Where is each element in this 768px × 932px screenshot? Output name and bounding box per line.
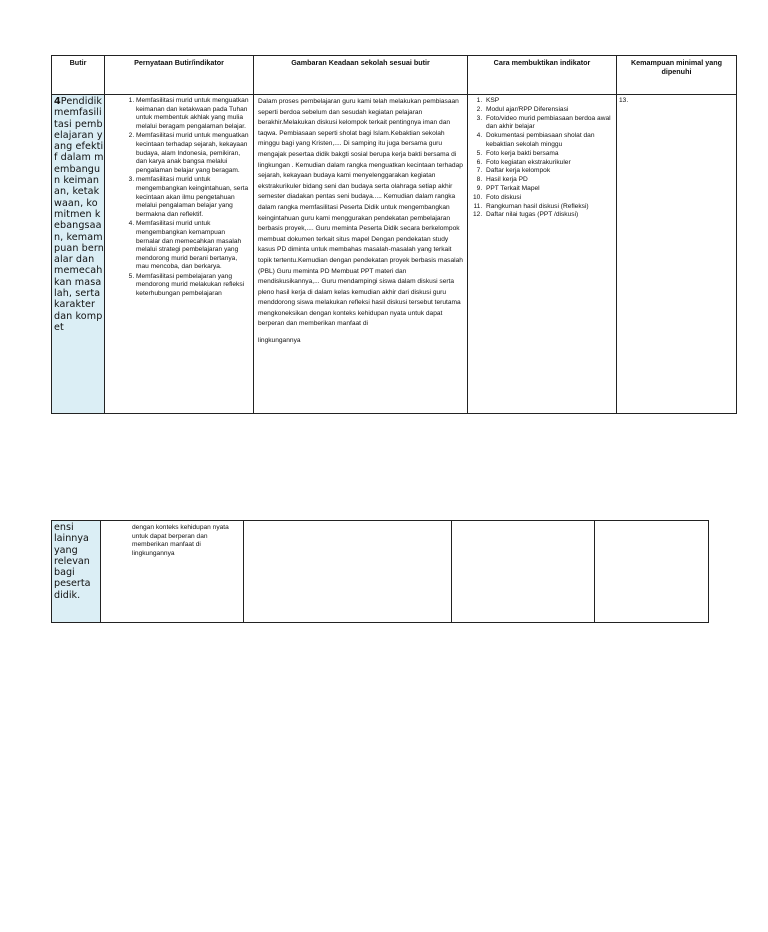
list-item: 8. Hasil kerja PD bbox=[484, 176, 612, 185]
proof-list bbox=[468, 97, 612, 220]
header-gambaran: Gambaran Keadaan sekolah sesuai butir bbox=[254, 56, 468, 95]
proof-cell-empty bbox=[452, 521, 595, 623]
butir-cell bbox=[52, 95, 105, 414]
header-cara: Cara membuktikan indikator bbox=[468, 56, 617, 95]
list-item: 5. Foto kerja bakti bersama bbox=[484, 150, 612, 159]
list-item: 7. Daftar kerja kelompok bbox=[484, 167, 612, 176]
assessment-table-page-2 bbox=[51, 520, 709, 623]
list-item: 4. Dokumentasi pembiasaan sholat dan kebaktian sekolah minggu bbox=[484, 132, 612, 150]
statement-cell-continued bbox=[101, 521, 244, 623]
list-item: 1. KSP bbox=[484, 97, 612, 106]
list-item: 6. Foto kegiatan ekstrakurikuler bbox=[484, 159, 612, 168]
butir-number: 4 bbox=[54, 96, 61, 107]
butir-cell-continued: ensi lainnya yang relevan bagi peserta didik. bbox=[52, 521, 101, 623]
kemampuan-cell: 13. bbox=[617, 95, 737, 414]
list-item: 11. Rangkuman hasil diskusi (Refleksi) bbox=[484, 203, 612, 212]
gambaran-text bbox=[254, 95, 467, 347]
gambaran-tail: lingkungannya bbox=[258, 337, 301, 345]
list-item: 9. PPT Terkait Mapel bbox=[484, 185, 612, 194]
list-item: 3. memfasilitasi murid untuk mengembangkan keingintahuan, serta kecintaan akan ilmu pengetahuan melalui pengalaman belajar yang bermakna dan reflektif. bbox=[136, 176, 249, 219]
statement-continued: dengan konteks kehidupan nyata untuk dapat berperan dan memberikan manfaat di lingkungannya bbox=[132, 524, 229, 557]
list-item: 4. Memfasilitasi murid untuk mengembangkan kemampuan bernalar dan memecahkan masalah melalui strategi pembelajaran yang mendorong murid berani bertanya, mau mencoba, dan berkarya. bbox=[136, 220, 249, 272]
list-item: 10. Foto diskusi bbox=[484, 194, 612, 203]
header-row bbox=[52, 56, 737, 95]
assessment-table-page-1 bbox=[51, 55, 737, 414]
statement-cell bbox=[105, 95, 254, 414]
gambaran-paragraph: Dalam proses pembelajaran guru kami telah melakukan pembiasaan seperti berdoa sebelum dan sesudah kegiatan pelajaran berakhir.Melakukan diskusi kelompok terkait pentingnya iman dan taqwa. Pembiasaan seperti sholat bagi Islam.Kebaktian sekolah minggu bagi yang Kristen,.... Di samping itu juga bersama guru mengajak pesertaa didik bakgti sosial berupa kerja bakti bersama di lingkungan . Kemudian dalam rangka menguatkan kecintaan terhadap sejarah, kekayaan budaya kami menyelenggarakan kegiatan ekstrakurikuler bidang seni dan budaya serta olahraga setiap akhir semester diadakan pentas seni budaya..... Kemudian dalam rangka dalam rangka memfasilitasi Peserta Didik untuk mengembangkan keingintahuan guru kami menggurakan pendekatan pembelajaran berbasis proyek,.... Guru meminta Peserta Didik secara berkelompok membuat dokumen terkait situs mapel Dengan pendekatan study kasus PD diminta untuk membahas masalah-masalah yang terkait topik tertentu.Kemudian dengan pendekatan proyek berbasis masalah (PBL) Guru meminta PD Membuat PPT materi dan mendiskusikannya,... Guru mendampingi siswa dalam diskusi serta pleno hasil kerja di dalam kelas kemudian akhir dari diskusi guru menddorong siswa melakukan refleksi hasil diskusi tersebut terutama mengkoneksikan dengan konteks kehidupan nyata untuk dapat berperan dan memberikan manfaat di bbox=[258, 98, 463, 328]
butir-text: memfasilitasi pembelajaran yang efektif dalam membangun keimanan, ketakwaan, komitmen kebangsaan, kemampuan bernalar dan memecahkan masalah, serta karakter dan kompet bbox=[54, 107, 104, 333]
proof-cell bbox=[468, 95, 617, 414]
gambaran-cell bbox=[254, 95, 468, 414]
list-item: 12. Daftar nilai tugas (PPT /diskusi) bbox=[484, 211, 612, 220]
statement-list bbox=[105, 97, 249, 299]
butir-lead: Pendidik bbox=[60, 96, 103, 107]
table-row bbox=[52, 95, 737, 414]
kemampuan-cell-empty bbox=[595, 521, 709, 623]
list-item: 2. Modul ajar/RPP Diferensiasi bbox=[484, 106, 612, 115]
list-item: 2. Memfasilitasi murid untuk menguatkan kecintaan terhadap sejarah, kekayaan budaya, alam Indonesia, pemikiran, dan karya anak bangsa melalui pengalaman belajar yang beragam. bbox=[136, 132, 249, 175]
list-item: 3. Foto/video murid pembiasaan berdoa awal dan akhir belajar bbox=[484, 115, 612, 133]
gambaran-cell-empty bbox=[244, 521, 452, 623]
list-item: 1. Memfasilitasi murid untuk menguatkan keimanan dan ketakwaan pada Tuhan untuk membentuk akhlak yang mulia melalui beragam pengalaman belajar. bbox=[136, 97, 249, 131]
list-item: 5. Memfasilitasi pembelajaran yang mendorong murid melakukan refleksi keterhubungan pembelajaran bbox=[136, 273, 249, 299]
header-pernyataan: Pernyataan Butir/indikator bbox=[105, 56, 254, 95]
header-kemampuan: Kemampuan minimal yang dipenuhi bbox=[617, 56, 737, 95]
table-row bbox=[52, 521, 709, 623]
header-butir: Butir bbox=[52, 56, 105, 95]
